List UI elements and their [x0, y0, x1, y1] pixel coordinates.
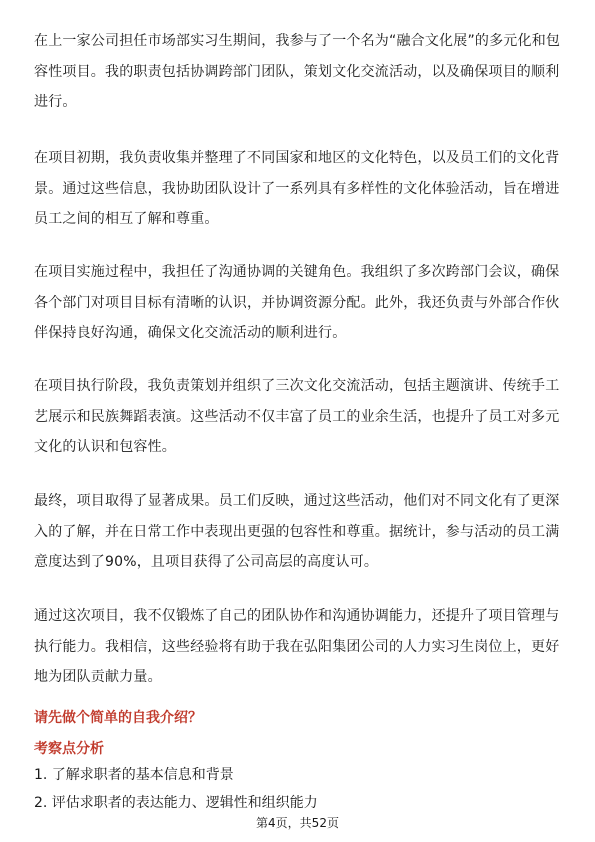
paragraph-intro: 在上一家公司担任市场部实习生期间，我参与了一个名为“融合文化展”的多元化和包容性项目。我的职责包括协调跨部门团队，策划文化交流活动，以及确保项目的顺利进行。 [34, 33, 561, 110]
analysis-title: 考察点分析 [34, 741, 104, 757]
paragraph-execution: 在项目执行阶段，我负责策划并组织了三次文化交流活动，包括主题演讲、传统手工艺展示和民族舞蹈表演。这些活动不仅丰富了员工的业余生活，也提升了员工对多元文化的认识和包容性。 [34, 378, 560, 455]
question-heading: 请先做个简单的自我介绍？ [34, 710, 202, 726]
analysis-item: 1. 了解求职者的基本信息和背景 [34, 767, 234, 783]
paragraph-results: 最终，项目取得了显著成果。员工们反映，通过这些活动，他们对不同文化有了更深入的了解，并在日常工作中表现出更强的包容性和尊重。据统计，参与活动的员工满意度达到了90%，且项目获得了公司高层的高度认可。 [34, 493, 560, 570]
paragraph-conclusion: 通过这次项目，我不仅锻炼了自己的团队协作和沟通协调能力，还提升了项目管理与执行能力。我相信，这些经验将有助于我在弘阳集团公司的人力实习生岗位上，更好地为团队贡献力量。 [34, 608, 560, 685]
page-number-footer: 第4页，共52页 [256, 816, 339, 830]
paragraph-initial-phase: 在项目初期，我负责收集并整理了不同国家和地区的文化特色，以及员工们的文化背景。通过这些信息，我协助团队设计了一系列具有多样性的文化体验活动，旨在增进员工之间的相互了解和尊重。 [34, 150, 560, 227]
analysis-item: 2. 评估求职者的表达能力、逻辑性和组织能力 [34, 795, 318, 811]
paragraph-implementation: 在项目实施过程中，我担任了沟通协调的关键角色。我组织了多次跨部门会议，确保各个部门对项目目标有清晰的认识，并协调资源分配。此外，我还负责与外部合作伙伴保持良好沟通，确保文化交流活动的顺利进行。 [34, 264, 560, 341]
